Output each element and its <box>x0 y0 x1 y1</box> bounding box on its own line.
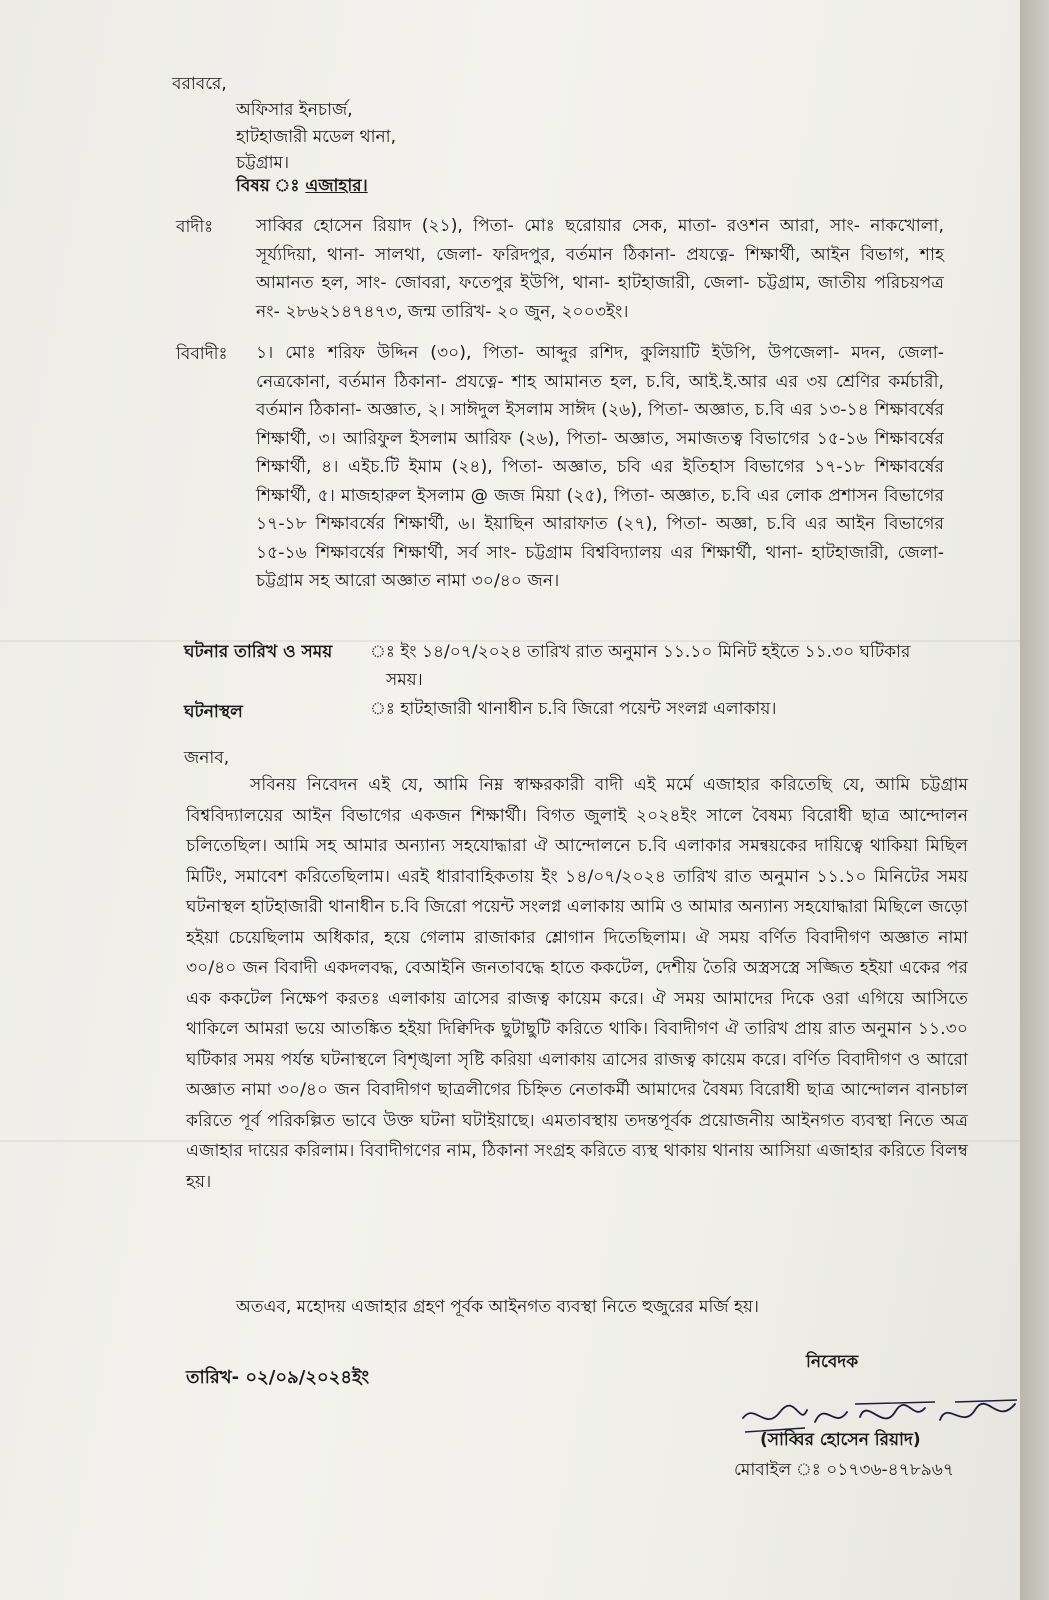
subject-label: বিষয় ঃ <box>236 176 300 196</box>
salutation: জনাব, <box>184 748 230 768</box>
plaintiff-label: বাদীঃ <box>176 217 214 237</box>
incident-datetime-label: ঘটনার তারিখ ও সময় <box>184 642 333 662</box>
address-recipient: অফিসার ইনচার্জ, <box>236 100 353 120</box>
incident-place-value: ঃ হাটহাজারী থানাধীন চ.বি জিরো পয়েন্ট সংলগ্ন এলাকায়। <box>370 699 777 719</box>
defendants-details: ১। মোঃ শরিফ উদ্দিন (৩০), পিতা- আব্দুর রশিদ, কুলিয়াটি ইউপি, উপজেলা- মদন, জেলা- নেত্রকোনা, বর্তমান ঠিকানা- প্রযত্নে- শাহ আমানত হল, চ.বি, আই.ই.আর এর ৩য় শ্রেণির কর্মচারী, বর্তমান ঠিকানা- অজ্ঞাত, ২। সাঈদুল ইসলাম সাঈদ (২৬), পিতা- অজ্ঞাত, চ.বি এর ১৩-১৪ শিক্ষাবর্ষের শিক্ষার্থী, ৩। আরিফুল ইসলাম আরিফ (২৬), পিতা- অজ্ঞাত, সমাজতত্ব বিভাগের ১৫-১৬ শিক্ষাবর্ষের শিক্ষার্থী, ৪। এইচ.টি ইমাম (২৪), পিতা- অজ্ঞাত, চবি এর ইতিহাস বিভাগের ১৭-১৮ শিক্ষাবর্ষের শিক্ষার্থী, ৫। মাজহারুল ইসলাম @ জজ মিয়া (২৫), পিতা- অজ্ঞাত, চ.বি এর লোক প্রশাসন বিভাগের ১৭-১৮ শিক্ষাবর্ষের শিক্ষার্থী, ৬। ইয়াছিন আরাফাত (২৭), পিতা- অজ্ঞা, চ.বি এর আইন বিভাগের ১৫-১৬ শিক্ষাবর্ষের শিক্ষার্থী, সর্ব সাং- চট্টগ্রাম বিশ্ববিদ্যালয় এর শিক্ষার্থী, থানা- হাটহাজারী, জেলা- চট্টগ্রাম সহ আরো অজ্ঞাত নামা ৩০/৪০ জন। <box>256 343 944 591</box>
closing-line: অতএব, মহোদয় এজাহার গ্রহণ পূর্বক আইনগত ব্যবস্থা নিতে হুজুরের মর্জি হয়। <box>236 1297 759 1317</box>
submission-date: তারিখ- ০২/০৯/২০২৪ইং <box>186 1367 370 1388</box>
incident-place-label: ঘটনাস্থল <box>184 702 243 722</box>
background-surface <box>1020 0 1049 1600</box>
subject-line <box>236 174 368 198</box>
address-to: বরাবরে, <box>172 74 227 94</box>
address-city: চট্টগ্রাম। <box>236 153 290 173</box>
applicant-name: (সাব্বির হোসেন রিয়াদ) <box>760 1430 921 1450</box>
plaintiff-details: সাব্বির হোসেন রিয়াদ (২১), পিতা- মোঃ ছরোয়ার সেক, মাতা- রওশন আরা, সাং- নাকখোলা, সূর্য্যদিয়া, থানা- সালথা, জেলা- ফরিদপুর, বর্তমান ঠিকানা- প্রযত্নে- শিক্ষার্থী, আইন বিভাগ, শাহ আমানত হল, সাং- জোবরা, ফতেপুর ইউপি, থানা- হাটহাজারী, জেলা- চট্টগ্রাম, জাতীয় পরিচয়পত্র নং- ২৮৬২১৪৭৪৭৩, জন্ম তারিখ- ২০ জুন, ২০০৩ইং। <box>256 216 944 322</box>
incident-datetime-value: ঃ ইং ১৪/০৭/২০২৪ তারিখ রাত অনুমান ১১.১০ মিনিট হইতে ১১.৩০ ঘটিকার <box>370 642 911 662</box>
defendants-label: বিবাদীঃ <box>176 344 228 364</box>
applicant-label: নিবেদক <box>806 1352 859 1372</box>
incident-datetime-value-cont: সময়। <box>386 670 423 690</box>
address-station: হাটহাজারী মডেল থানা, <box>236 127 397 147</box>
subject-value: এজাহার। <box>305 176 368 196</box>
applicant-mobile: মোবাইল ঃ ০১৭৩৬-৪৭৮৯৬৭ <box>734 1460 954 1480</box>
body-paragraph: সবিনয় নিবেদন এই যে, আমি নিম্ন স্বাক্ষরকারী বাদী এই মর্মে এজাহার করিতেছি যে, আমি চট্টগ্রাম বিশ্ববিদ্যালয়ের আইন বিভাগের একজন শিক্ষার্থী। বিগত জুলাই ২০২৪ইং সালে বৈষম্য বিরোধী ছাত্র আন্দোলন চলিতেছিল। আমি সহ আমার অন্যান্য সহযোদ্ধারা ঐ আন্দোলনে চ.বি এলাকার সমন্বয়কের দায়িত্বে থাকিয়া মিছিল মিটিং, সমাবেশ করিতেছিলাম। এরই ধারাবাহিকতায় ইং ১৪/০৭/২০২৪ তারিখ রাত অনুমান ১১.১০ মিনিটের সময় ঘটনাস্থল হাটহাজারী থানাধীন চ.বি জিরো পয়েন্ট সংলগ্ন এলাকায় আমি ও আমার অন্যান্য সহযোদ্ধারা মিছিলে জড়ো হইয়া চেয়েছিলাম অধিকার, হয়ে গেলাম রাজাকার শ্লোগান দিতেছিলাম। ঐ সময় বর্ণিত বিবাদীগণ অজ্ঞাত নামা ৩০/৪০ জন বিবাদী একদলবদ্ধ, বেআইনি জনতাবদ্ধে হাতে ককটেল, দেশীয় তৈরি অস্ত্রসস্ত্রে সজ্জিত হইয়া একের পর এক ককটেল নিক্ষেপ করতঃ এলাকায় ত্রাসের রাজত্ব কায়েম করে। ঐ সময় আমাদের দিকে ওরা এগিয়ে আসিতে থাকিলে আমরা ভয়ে আতঙ্কিত হইয়া দিক্বিদিক ছুটাছুটি করিতে থাকি। বিবাদীগণ ঐ তারিখ প্রায় রাত অনুমান ১১.৩০ ঘটিকার সময় পর্যন্ত ঘটনাস্থলে বিশৃঙ্খলা সৃষ্টি করিয়া এলাকায় ত্রাসের রাজত্ব কায়েম করে। বর্ণিত বিবাদীগণ ও আরো অজ্ঞাত নামা ৩০/৪০ জন বিবাদীগণ ছাত্রলীগের চিহ্নিত নেতাকর্মী আমাদের বৈষম্য বিরোধী ছাত্র আন্দোলন বানচাল করিতে পূর্ব পরিকল্পিত ভাবে উক্ত ঘটনা ঘটাইয়াছে। এমতাবস্থায় তদন্তপূর্বক প্রয়োজনীয় আইনগত ব্যবস্থা নিতে অত্র এজাহার দায়ের করিলাম। বিবাদীগণের নাম, ঠিকানা সংগ্রহ করিতে ব্যস্থ থাকায় থানায় আসিয়া এজাহার করিতে বিলম্ব হয়। <box>186 775 968 1192</box>
